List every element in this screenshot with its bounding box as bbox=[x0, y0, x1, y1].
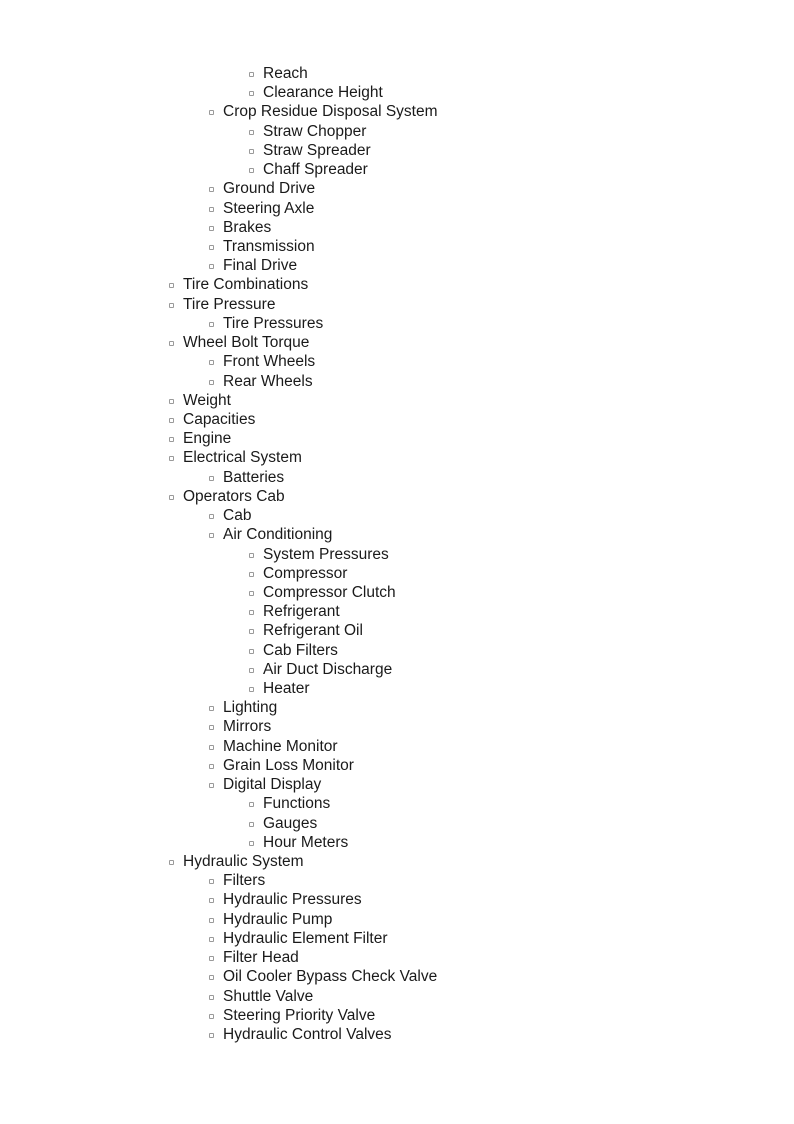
outline-item-label: Hydraulic System bbox=[183, 853, 304, 871]
outline-item-label: Oil Cooler Bypass Check Valve bbox=[223, 968, 438, 986]
outline-item-label: Air Duct Discharge bbox=[263, 660, 393, 678]
bullet-icon bbox=[209, 745, 214, 750]
outline-item-label: Final Drive bbox=[223, 257, 298, 275]
bullet-icon bbox=[209, 226, 214, 231]
outline-item-label: Engine bbox=[183, 430, 232, 448]
outline-item-label: Shuttle Valve bbox=[223, 987, 314, 1005]
outline-item-label: Compressor Clutch bbox=[263, 583, 396, 601]
outline-item-label: Cab bbox=[223, 507, 252, 525]
bullet-icon bbox=[209, 1033, 214, 1038]
bullet-icon bbox=[209, 879, 214, 884]
bullet-icon bbox=[209, 207, 214, 212]
outline-item-label: Machine Monitor bbox=[223, 737, 338, 755]
outline-item-label: Hydraulic Pump bbox=[223, 910, 333, 928]
bullet-icon bbox=[209, 322, 214, 327]
bullet-icon bbox=[209, 783, 214, 788]
bullet-icon bbox=[209, 187, 214, 192]
bullet-icon bbox=[209, 995, 214, 1000]
outline-item-label: Gauges bbox=[263, 814, 318, 832]
outline-item-label: Batteries bbox=[223, 468, 285, 486]
bullet-icon bbox=[209, 360, 214, 365]
bullet-icon bbox=[249, 591, 254, 596]
bullet-icon bbox=[209, 898, 214, 903]
bullet-icon bbox=[249, 553, 254, 558]
bullet-icon bbox=[209, 918, 214, 923]
outline-item-label: Steering Priority Valve bbox=[223, 1006, 376, 1024]
bullet-icon bbox=[249, 168, 254, 173]
bullet-icon bbox=[169, 303, 174, 308]
outline-item-label: Heater bbox=[263, 680, 310, 698]
outline-item-label: Reach bbox=[263, 65, 308, 82]
bullet-icon bbox=[249, 149, 254, 154]
bullet-icon bbox=[209, 706, 214, 711]
outline-item-label: System Pressures bbox=[263, 545, 389, 563]
outline-item-label: Rear Wheels bbox=[223, 372, 313, 390]
bullet-icon bbox=[169, 860, 174, 865]
bullet-icon bbox=[169, 341, 174, 346]
bullet-icon bbox=[209, 533, 214, 538]
outline-item-label: Weight bbox=[183, 391, 231, 409]
outline-item-label: Ground Drive bbox=[223, 180, 316, 198]
bullet-icon bbox=[169, 437, 174, 442]
outline-item-label: Capacities bbox=[183, 410, 256, 428]
bullet-icon bbox=[209, 764, 214, 769]
outline-item-label: Hydraulic Control Valves bbox=[223, 1026, 392, 1043]
bullet-icon bbox=[169, 456, 174, 461]
bullet-icon bbox=[249, 822, 254, 827]
bullet-icon bbox=[209, 1014, 214, 1019]
outline-item-label: Hydraulic Element Filter bbox=[223, 929, 388, 947]
bullet-icon bbox=[249, 610, 254, 615]
outline-item-label: Hydraulic Pressures bbox=[223, 891, 362, 909]
bullet-icon bbox=[169, 495, 174, 500]
outline-item-label: Tire Combinations bbox=[183, 276, 309, 294]
outline-item-label: Grain Loss Monitor bbox=[223, 756, 354, 774]
outline-item-label: Hour Meters bbox=[263, 833, 349, 851]
outline-item-label: Brakes bbox=[223, 218, 272, 236]
bullet-icon bbox=[249, 687, 254, 692]
outline-item-label: Air Conditioning bbox=[223, 526, 333, 544]
bullet-icon bbox=[209, 380, 214, 385]
bullet-icon bbox=[249, 841, 254, 846]
outline-item-label: Refrigerant bbox=[263, 603, 340, 621]
outline-item-label: Filter Head bbox=[223, 949, 299, 967]
bullet-icon bbox=[209, 245, 214, 250]
bullet-icon bbox=[209, 975, 214, 980]
bullet-icon bbox=[249, 91, 254, 96]
bullet-icon bbox=[169, 418, 174, 423]
outline-item-label: Clearance Height bbox=[263, 84, 383, 102]
bullet-icon bbox=[209, 264, 214, 269]
outline-item-label: Wheel Bolt Torque bbox=[183, 334, 310, 352]
outline-item-label: Electrical System bbox=[183, 449, 302, 467]
outline-item-label: Mirrors bbox=[223, 718, 272, 736]
bullet-icon bbox=[249, 572, 254, 577]
bullet-icon bbox=[169, 399, 174, 404]
outline-item-label: Chaff Spreader bbox=[263, 161, 368, 179]
bullet-icon bbox=[249, 629, 254, 634]
outline-item-label: Digital Display bbox=[223, 776, 322, 794]
bullet-icon bbox=[209, 956, 214, 961]
bullet-icon bbox=[209, 937, 214, 942]
outline-item-label: Straw Chopper bbox=[263, 122, 367, 140]
bullet-icon bbox=[249, 802, 254, 807]
outline-item-label: Steering Axle bbox=[223, 199, 315, 217]
outline-item-label: Compressor bbox=[263, 564, 348, 582]
bullet-icon bbox=[249, 130, 254, 135]
bullet-icon bbox=[209, 725, 214, 730]
bullet-icon bbox=[249, 72, 254, 77]
outline-item-label: Transmission bbox=[223, 237, 315, 255]
outline-item-label: Lighting bbox=[223, 699, 278, 717]
outline-item-label: Crop Residue Disposal System bbox=[223, 103, 438, 121]
outline-item-label: Functions bbox=[263, 795, 331, 813]
bullet-icon bbox=[249, 649, 254, 654]
outline-item-label: Cab Filters bbox=[263, 641, 338, 659]
outline-item-label: Refrigerant Oil bbox=[263, 622, 363, 640]
bullet-icon bbox=[169, 283, 174, 288]
outline-item-label: Operators Cab bbox=[183, 487, 285, 505]
outline-item-label: Front Wheels bbox=[223, 353, 316, 371]
bullet-icon bbox=[249, 668, 254, 673]
outline-item-label: Tire Pressure bbox=[183, 295, 276, 313]
bullet-icon bbox=[209, 110, 214, 115]
outline-item-label: Filters bbox=[223, 872, 266, 890]
outline-item-label: Straw Spreader bbox=[263, 141, 371, 159]
bullet-icon bbox=[209, 514, 214, 519]
bullet-icon bbox=[209, 476, 214, 481]
outline-item-label: Tire Pressures bbox=[223, 314, 324, 332]
